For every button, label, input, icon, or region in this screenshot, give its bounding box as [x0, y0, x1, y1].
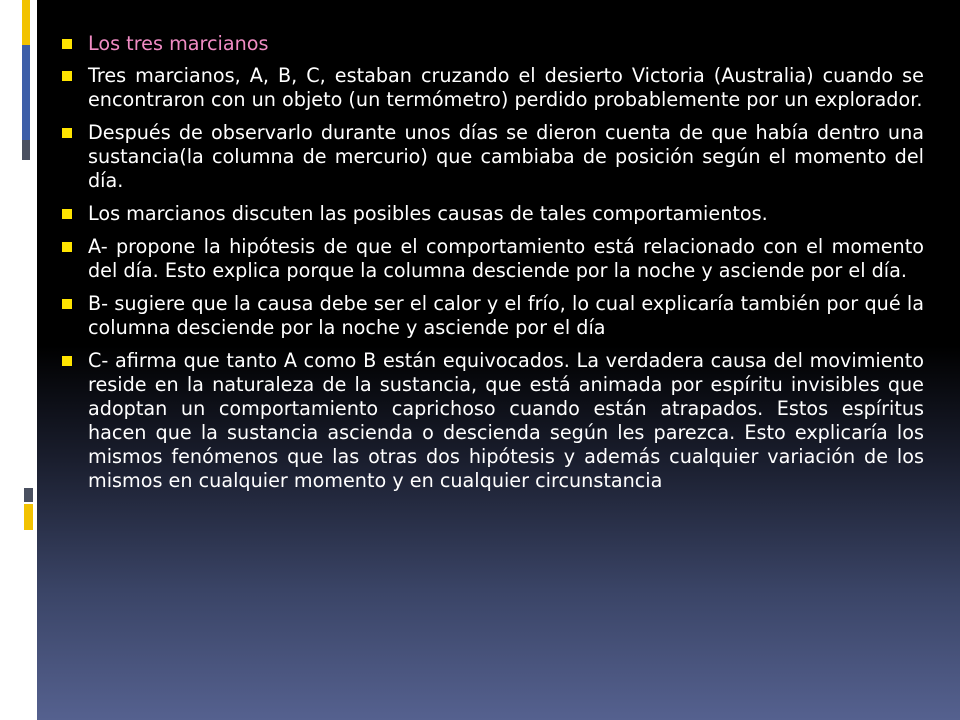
bullet-text: Tres marcianos, A, B, C, estaban cruzando el desierto Victoria (Australia) cuando se encontraron con un objeto (un termómetro) perdido probablemente por un explorador. — [88, 64, 924, 111]
decor-block-mid-gray — [24, 488, 33, 502]
bullet-text: A- propone la hipótesis de que el comportamiento está relacionado con el momento del día. Esto explica porque la columna desciende por la noche y asciende por el día. — [88, 235, 924, 282]
bullet-item — [60, 64, 924, 112]
bullet-item — [60, 349, 924, 493]
bullet-square-icon — [62, 299, 72, 309]
slide-left-margin — [0, 0, 37, 720]
bullet-square-icon — [62, 39, 72, 49]
bullet-square-icon — [62, 71, 72, 81]
bullet-list — [60, 32, 924, 493]
bullet-text: C- afirma que tanto A como B están equivocados. La verdadera causa del movimiento reside en la naturaleza de la sustancia, que está animada por espíritu invisibles que adoptan un comportamiento caprichoso cuando están atrapados. Estos espíritus hacen que la sustancia ascienda o descienda según les parezca. Esto explicaría los mismos fenómenos que las otras dos hipótesis y además cualquier variación de los mismos en cualquier momento y en cualquier circunstancia — [88, 349, 924, 492]
decor-bars-grid — [22, 140, 30, 160]
slide-title — [60, 32, 924, 56]
bullet-text: Los marcianos discuten las posibles causas de tales comportamientos. — [88, 202, 768, 225]
bullet-item — [60, 121, 924, 193]
bullet-square-icon — [62, 356, 72, 366]
slide-title-text: Los tres marcianos — [88, 32, 269, 55]
bullet-square-icon — [62, 209, 72, 219]
decor-block-mid-yellow — [24, 504, 33, 530]
bullet-item — [60, 202, 924, 226]
decor-block-top-2 — [22, 45, 30, 140]
bullet-square-icon — [62, 242, 72, 252]
decor-block-top-1 — [22, 0, 30, 45]
bullet-text: B- sugiere que la causa debe ser el calor y el frío, lo cual explicaría también por qué la columna desciende por la noche y asciende por el día — [88, 292, 924, 339]
bullet-text: Después de observarlo durante unos días se dieron cuenta de que había dentro una sustancia(la columna de mercurio) que cambiaba de posición según el momento del día. — [88, 121, 924, 192]
bullet-square-icon — [62, 128, 72, 138]
slide-content — [60, 32, 924, 502]
bullet-item — [60, 292, 924, 340]
bullet-item — [60, 235, 924, 283]
